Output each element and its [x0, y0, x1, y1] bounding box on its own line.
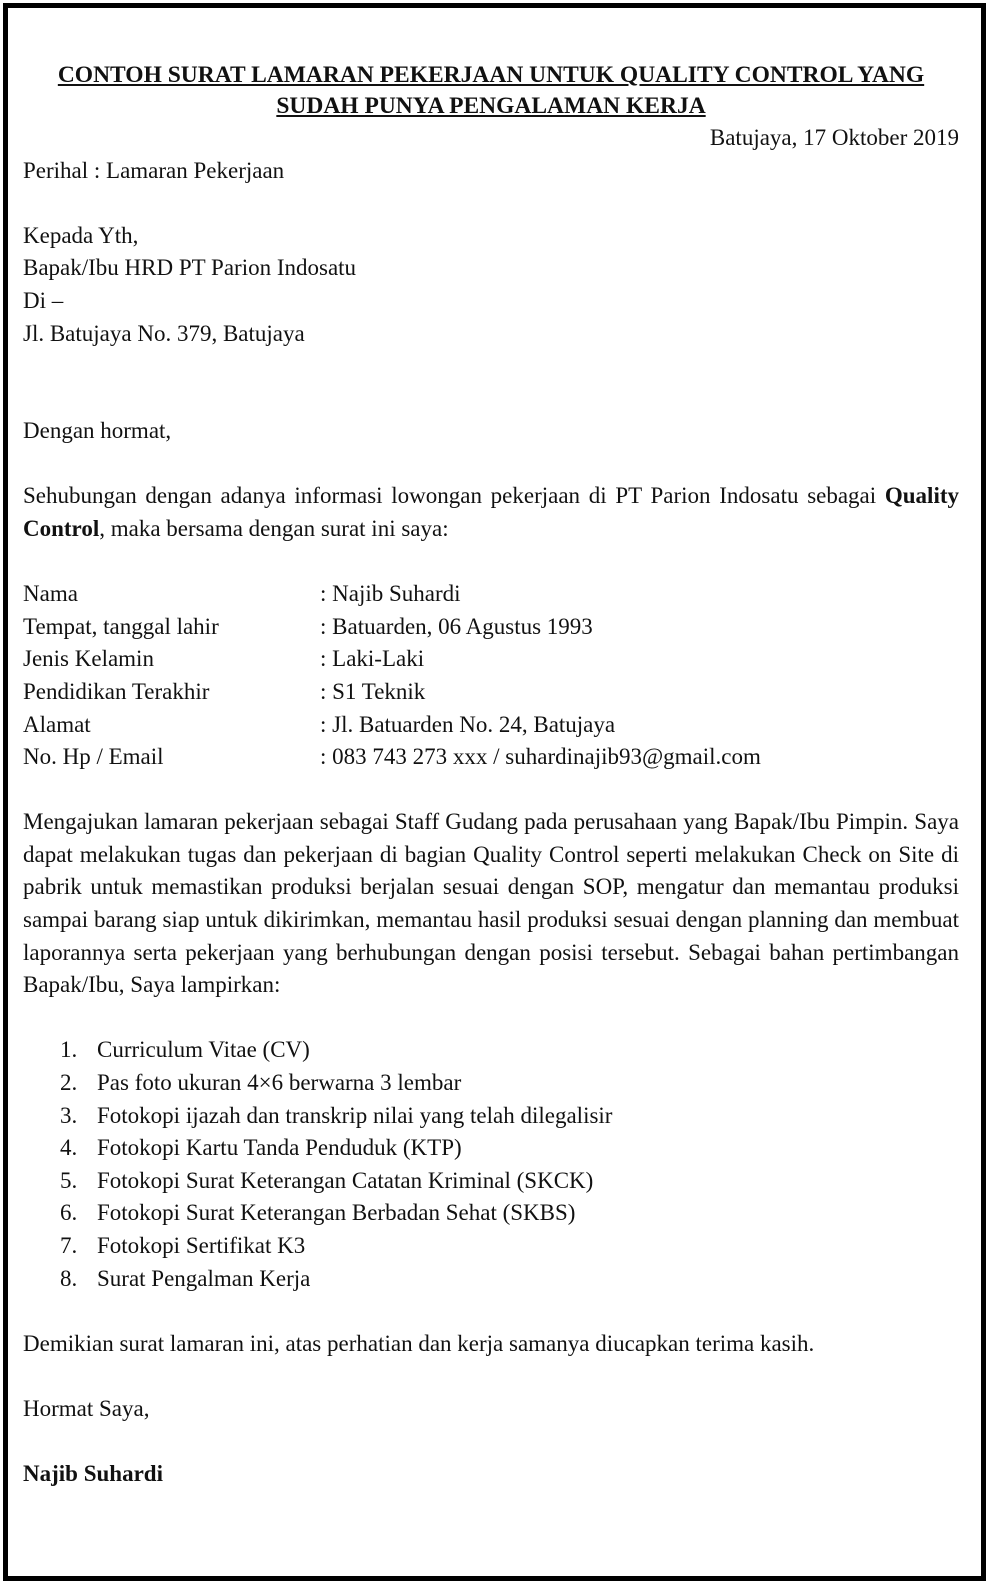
- info-label: Alamat: [23, 711, 91, 737]
- list-number: 8.: [60, 1265, 78, 1291]
- letter-date: Batujaya, 17 Oktober 2019: [709, 125, 959, 150]
- list-number: 5.: [60, 1167, 78, 1193]
- info-label: Tempat, tanggal lahir: [23, 613, 219, 639]
- info-row-name: [23, 578, 959, 611]
- list-item: [23, 1034, 959, 1067]
- title-line-2: SUDAH PUNYA PENGALAMAN KERJA: [276, 93, 706, 119]
- closing-paragraph: Demikian surat lamaran ini, atas perhatian dan kerja samanya diucapkan terima kasih.: [23, 1330, 815, 1356]
- info-value: : Laki-Laki: [320, 646, 425, 672]
- list-text: Curriculum Vitae (CV): [97, 1037, 310, 1063]
- list-item: [23, 1100, 959, 1133]
- list-text: Fotokopi Sertifikat K3: [97, 1233, 306, 1258]
- list-text: Pas foto ukuran 4×6 berwarna 3 lembar: [97, 1070, 462, 1096]
- signer-name: Najib Suhardi: [23, 1461, 163, 1487]
- attachment-list: [23, 1034, 959, 1295]
- info-row-address: [23, 709, 959, 742]
- recipient-block: [23, 220, 959, 350]
- info-value: : 083 743 273 xxx / suhardinajib93@gmail.com: [320, 744, 761, 770]
- recipient-line-4: Jl. Batujaya No. 379, Batujaya: [23, 320, 305, 346]
- list-item: [23, 1230, 959, 1263]
- body-paragraph: Mengajukan lamaran pekerjaan sebagai Staff Gudang pada perusahaan yang Bapak/Ibu Pimpin. Saya dapat melakukan tugas dan pekerjaan di bagian Quality Control seperti melakukan Check on Site di pabrik untuk memastikan produksi berjalan sesuai dengan SOP, mengatur dan memantau produksi sampai barang siap untuk dikirimkan, memantau hasil produksi sesuai dengan planning dan membuat laporannya serta pekerjaan yang berhubungan dengan posisi tersebut. Sebagai bahan pertimbangan Bapak/Ibu, Saya lampirkan:: [23, 809, 959, 998]
- list-item: [23, 1067, 959, 1100]
- recipient-line-2: Bapak/Ibu HRD PT Parion Indosatu: [23, 255, 357, 281]
- list-number: 2.: [60, 1070, 78, 1096]
- list-number: 6.: [60, 1200, 78, 1226]
- intro-text-after: , maka bersama dengan surat ini saya:: [99, 515, 449, 541]
- info-label: Jenis Kelamin: [23, 646, 154, 672]
- list-item: [23, 1263, 959, 1296]
- list-item: [23, 1165, 959, 1198]
- list-text: Fotokopi Kartu Tanda Penduduk (KTP): [97, 1135, 462, 1161]
- list-item: [23, 1197, 959, 1230]
- info-label: Nama: [23, 581, 78, 607]
- list-text: Fotokopi Surat Keterangan Catatan Kriminal (SKCK): [97, 1167, 594, 1193]
- info-row-birth: [23, 611, 959, 644]
- intro-paragraph: [23, 480, 959, 545]
- list-text: Fotokopi Surat Keterangan Berbadan Sehat (SKBS): [97, 1200, 576, 1226]
- document-title: [23, 60, 959, 122]
- title-line-1: CONTOH SURAT LAMARAN PEKERJAAN UNTUK QUALITY CONTROL YANG: [57, 62, 925, 88]
- info-row-contact: [23, 741, 959, 774]
- info-row-education: [23, 676, 959, 709]
- info-value: : Najib Suhardi: [320, 581, 461, 607]
- info-value: : Jl. Batuarden No. 24, Batujaya: [320, 711, 616, 737]
- list-text: Surat Pengalman Kerja: [97, 1265, 311, 1291]
- list-number: 7.: [60, 1233, 78, 1258]
- letter-subject: Perihal : Lamaran Pekerjaan: [23, 157, 285, 183]
- info-value: : Batuarden, 06 Agustus 1993: [320, 613, 593, 639]
- list-number: 4.: [60, 1135, 78, 1161]
- list-number: 3.: [60, 1102, 78, 1128]
- info-value: : S1 Teknik: [320, 678, 426, 704]
- intro-text-before: Sehubungan dengan adanya informasi lowongan pekerjaan di PT Parion Indosatu sebagai: [23, 483, 885, 509]
- info-label: Pendidikan Terakhir: [23, 678, 210, 704]
- info-label: No. Hp / Email: [23, 744, 164, 770]
- applicant-info: [23, 578, 959, 774]
- recipient-line-1: Kepada Yth,: [23, 222, 139, 248]
- list-text: Fotokopi ijazah dan transkrip nilai yang telah dilegalisir: [97, 1102, 613, 1128]
- info-row-gender: [23, 643, 959, 676]
- recipient-line-3: Di –: [23, 287, 64, 313]
- list-item: [23, 1132, 959, 1165]
- greeting: Dengan hormat,: [23, 418, 172, 444]
- list-number: 1.: [60, 1037, 78, 1063]
- intro-position: Quality Control: [23, 483, 959, 541]
- sign-off: Hormat Saya,: [23, 1395, 150, 1421]
- letter-page: [3, 3, 986, 1581]
